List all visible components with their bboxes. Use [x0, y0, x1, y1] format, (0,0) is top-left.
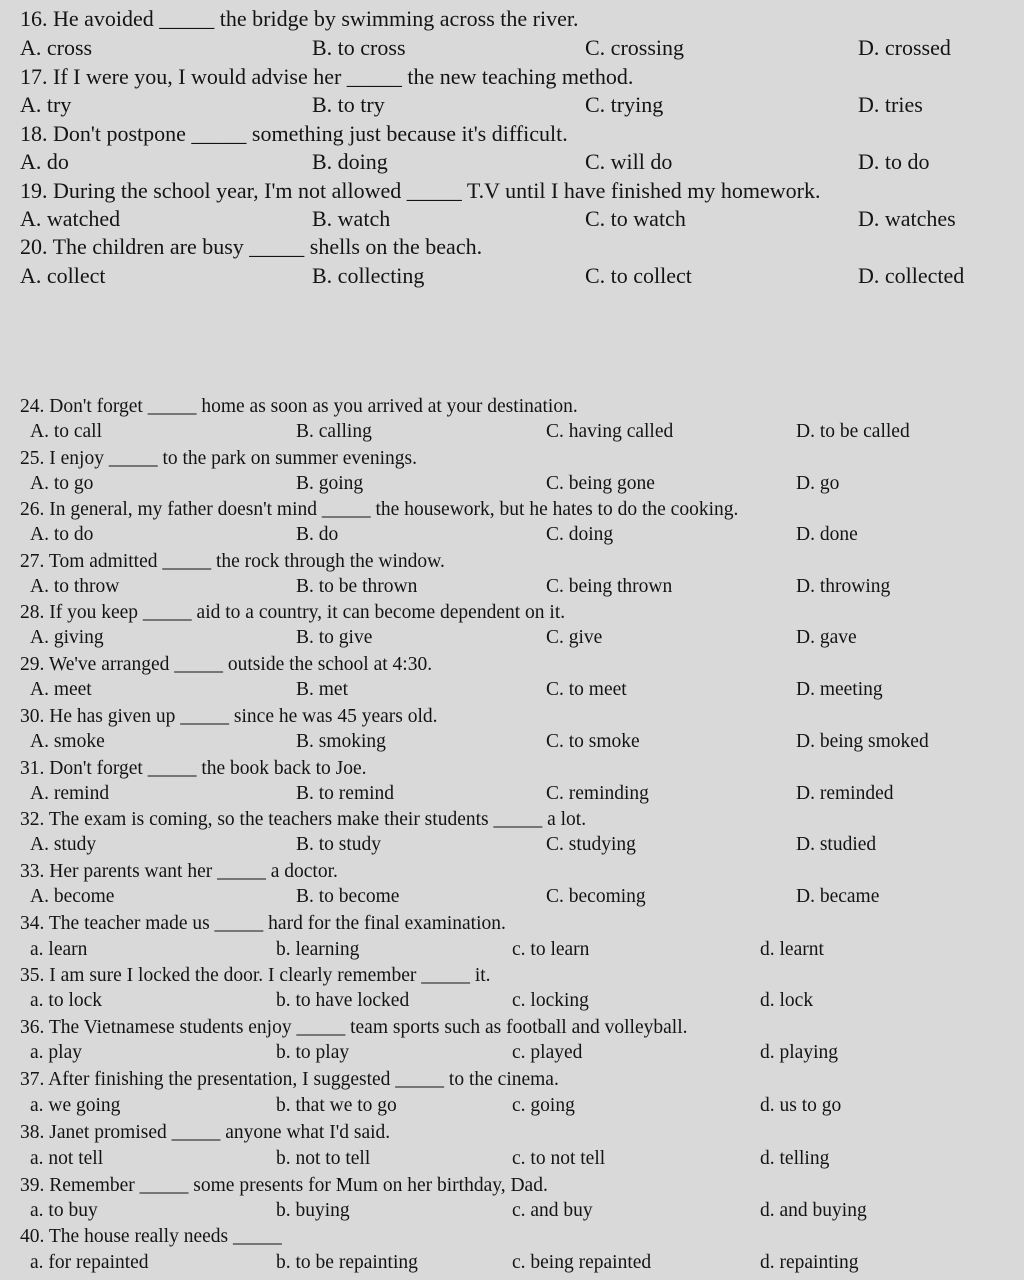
- option-d: d. lock: [760, 990, 814, 1011]
- option-a: A. to go: [30, 473, 94, 494]
- options-row-17: [0, 92, 1024, 118]
- option-a: a. to lock: [30, 990, 103, 1011]
- option-c: c. to not tell: [512, 1148, 606, 1169]
- option-c: C. doing: [546, 524, 614, 545]
- option-b: b. to play: [276, 1042, 350, 1063]
- option-a: A. giving: [30, 627, 104, 648]
- options-row-36: [0, 1042, 1024, 1068]
- option-a: A. try: [20, 92, 72, 117]
- option-c: c. being repainted: [512, 1252, 652, 1273]
- option-b: B. collecting: [312, 263, 425, 288]
- question-text: 24. Don't forget _____ home as soon as you arrived at your destination.: [20, 396, 578, 417]
- question-text: 37. After finishing the presentation, I suggested _____ to the cinema.: [20, 1069, 559, 1090]
- option-a: A. to throw: [30, 576, 120, 597]
- option-b: B. calling: [296, 421, 372, 442]
- question-26: [0, 499, 1024, 525]
- options-row-29: [0, 679, 1024, 705]
- option-c: C. to watch: [585, 206, 686, 231]
- question-text: 20. The children are busy _____ shells on the beach.: [20, 234, 483, 259]
- question-text: 19. During the school year, I'm not allowed _____ T.V until I have finished my homework.: [20, 178, 821, 203]
- question-35: [0, 965, 1024, 991]
- option-c: c. going: [512, 1095, 575, 1116]
- question-20: [0, 234, 1024, 260]
- option-b: B. to be thrown: [296, 576, 418, 597]
- option-a: A. remind: [30, 783, 110, 804]
- options-row-40: [0, 1252, 1024, 1278]
- option-c: C. being thrown: [546, 576, 673, 597]
- option-c: C. being gone: [546, 473, 655, 494]
- options-row-33: [0, 886, 1024, 912]
- option-d: d. learnt: [760, 939, 824, 960]
- option-a: a. to buy: [30, 1200, 98, 1221]
- option-a: A. do: [20, 149, 69, 174]
- question-text: 26. In general, my father doesn't mind _____ the housework, but he hates to do the cooking.: [20, 499, 739, 520]
- option-c: C. to collect: [585, 263, 692, 288]
- options-row-38: [0, 1148, 1024, 1174]
- option-a: A. smoke: [30, 731, 105, 752]
- options-row-30: [0, 731, 1024, 757]
- option-b: b. that we to go: [276, 1095, 397, 1116]
- question-28: [0, 602, 1024, 628]
- option-d: D. studied: [796, 834, 877, 855]
- option-c: c. and buy: [512, 1200, 593, 1221]
- options-row-27: [0, 576, 1024, 602]
- option-b: B. to remind: [296, 783, 395, 804]
- option-a: A. to call: [30, 421, 103, 442]
- option-c: C. reminding: [546, 783, 649, 804]
- question-39: [0, 1175, 1024, 1201]
- option-b: B. to try: [312, 92, 385, 117]
- option-b: B. do: [296, 524, 339, 545]
- option-c: c. played: [512, 1042, 583, 1063]
- question-40: [0, 1226, 1024, 1252]
- options-row-32: [0, 834, 1024, 860]
- options-row-31: [0, 783, 1024, 809]
- option-b: B. doing: [312, 149, 388, 174]
- question-36: [0, 1017, 1024, 1043]
- option-b: b. not to tell: [276, 1148, 371, 1169]
- options-row-24: [0, 421, 1024, 447]
- question-text: 16. He avoided _____ the bridge by swimming across the river.: [20, 6, 579, 31]
- question-27: [0, 551, 1024, 577]
- option-a: a. not tell: [30, 1148, 104, 1169]
- option-d: D. collected: [858, 263, 965, 288]
- option-b: B. watch: [312, 206, 391, 231]
- question-text: 34. The teacher made us _____ hard for the final examination.: [20, 913, 506, 934]
- option-d: d. repainting: [760, 1252, 859, 1273]
- option-d: d. us to go: [760, 1095, 842, 1116]
- option-c: C. becoming: [546, 886, 646, 907]
- option-b: b. to have locked: [276, 990, 410, 1011]
- option-d: D. done: [796, 524, 858, 545]
- option-c: C. studying: [546, 834, 636, 855]
- option-c: C. to meet: [546, 679, 627, 700]
- option-a: A. watched: [20, 206, 121, 231]
- question-text: 17. If I were you, I would advise her _____ the new teaching method.: [20, 64, 634, 89]
- options-row-37: [0, 1095, 1024, 1121]
- option-c: C. will do: [585, 149, 673, 174]
- question-38: [0, 1122, 1024, 1148]
- question-text: 28. If you keep _____ aid to a country, it can become dependent on it.: [20, 602, 566, 623]
- options-row-26: [0, 524, 1024, 550]
- question-32: [0, 809, 1024, 835]
- question-text: 30. He has given up _____ since he was 45 years old.: [20, 706, 438, 727]
- question-29: [0, 654, 1024, 680]
- option-d: D. meeting: [796, 679, 883, 700]
- question-text: 29. We've arranged _____ outside the school at 4:30.: [20, 654, 433, 675]
- question-18: [0, 121, 1024, 147]
- option-d: D. being smoked: [796, 731, 929, 752]
- option-b: B. to give: [296, 627, 373, 648]
- question-text: 27. Tom admitted _____ the rock through the window.: [20, 551, 445, 572]
- option-d: D. reminded: [796, 783, 894, 804]
- option-b: b. learning: [276, 939, 360, 960]
- option-d: D. tries: [858, 92, 923, 117]
- question-text: 35. I am sure I locked the door. I clearly remember _____ it.: [20, 965, 491, 986]
- option-d: D. throwing: [796, 576, 891, 597]
- question-16: [0, 6, 1024, 32]
- option-a: A. collect: [20, 263, 106, 288]
- option-d: D. gave: [796, 627, 857, 648]
- option-c: C. trying: [585, 92, 664, 117]
- option-b: B. smoking: [296, 731, 386, 752]
- option-a: a. we going: [30, 1095, 121, 1116]
- options-row-18: [0, 149, 1024, 175]
- option-d: d. telling: [760, 1148, 830, 1169]
- options-row-34: [0, 939, 1024, 965]
- option-c: C. to smoke: [546, 731, 640, 752]
- question-24: [0, 396, 1024, 422]
- option-a: a. play: [30, 1042, 82, 1063]
- option-a: a. for repainted: [30, 1252, 149, 1273]
- option-c: C. having called: [546, 421, 674, 442]
- option-c: C. crossing: [585, 35, 684, 60]
- question-text: 40. The house really needs _____: [20, 1226, 282, 1247]
- option-c: c. locking: [512, 990, 589, 1011]
- option-a: A. cross: [20, 35, 93, 60]
- question-34: [0, 913, 1024, 939]
- option-b: b. to be repainting: [276, 1252, 418, 1273]
- question-text: 33. Her parents want her _____ a doctor.: [20, 861, 338, 882]
- question-text: 31. Don't forget _____ the book back to Joe.: [20, 758, 367, 779]
- question-text: 25. I enjoy _____ to the park on summer evenings.: [20, 448, 417, 469]
- question-31: [0, 758, 1024, 784]
- option-b: B. to become: [296, 886, 400, 907]
- option-a: A. become: [30, 886, 115, 907]
- option-b: B. going: [296, 473, 364, 494]
- option-b: B. met: [296, 679, 348, 700]
- options-row-28: [0, 627, 1024, 653]
- option-a: A. study: [30, 834, 97, 855]
- option-c: c. to learn: [512, 939, 590, 960]
- options-row-39: [0, 1200, 1024, 1226]
- option-a: A. meet: [30, 679, 92, 700]
- question-17: [0, 64, 1024, 90]
- option-d: d. playing: [760, 1042, 838, 1063]
- options-row-19: [0, 206, 1024, 232]
- question-text: 38. Janet promised _____ anyone what I'd said.: [20, 1122, 391, 1143]
- question-text: 39. Remember _____ some presents for Mum on her birthday, Dad.: [20, 1175, 548, 1196]
- option-d: d. and buying: [760, 1200, 867, 1221]
- option-a: A. to do: [30, 524, 94, 545]
- options-row-35: [0, 990, 1024, 1016]
- question-text: 18. Don't postpone _____ something just because it's difficult.: [20, 121, 568, 146]
- question-37: [0, 1069, 1024, 1095]
- option-a: a. learn: [30, 939, 88, 960]
- options-row-20: [0, 263, 1024, 289]
- option-d: D. became: [796, 886, 880, 907]
- options-row-16: [0, 35, 1024, 61]
- option-c: C. give: [546, 627, 603, 648]
- option-b: b. buying: [276, 1200, 350, 1221]
- option-d: D. go: [796, 473, 840, 494]
- option-d: D. crossed: [858, 35, 951, 60]
- option-d: D. watches: [858, 206, 956, 231]
- option-b: B. to cross: [312, 35, 406, 60]
- option-d: D. to do: [858, 149, 930, 174]
- option-d: D. to be called: [796, 421, 910, 442]
- options-row-25: [0, 473, 1024, 499]
- question-33: [0, 861, 1024, 887]
- question-30: [0, 706, 1024, 732]
- question-text: 36. The Vietnamese students enjoy _____ team sports such as football and volleyball.: [20, 1017, 688, 1038]
- question-text: 32. The exam is coming, so the teachers make their students _____ a lot.: [20, 809, 587, 830]
- question-19: [0, 178, 1024, 204]
- option-b: B. to study: [296, 834, 382, 855]
- question-25: [0, 448, 1024, 474]
